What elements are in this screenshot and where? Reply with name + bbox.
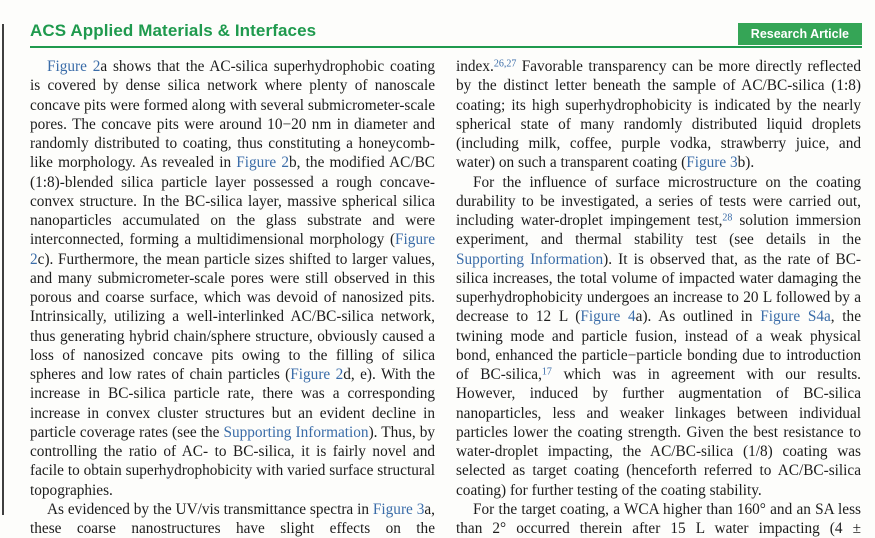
journal-header: [30, 10, 862, 48]
article-type-badge: Research Article: [738, 23, 862, 45]
figure-link[interactable]: Figure 3: [372, 500, 425, 518]
text-run: solution immersion experiment, and thermal stability test (see details in the: [456, 212, 861, 249]
text-run: b).: [737, 154, 755, 172]
figure-link[interactable]: Supporting Information: [223, 423, 369, 441]
right-column: [456, 57, 861, 538]
text-run: index.: [456, 58, 494, 75]
paragraph: [456, 173, 861, 500]
text-run: ). It is observed that, as the rate of BC-silica increases, the total volume of impacted water damaging the superhydrophobicity undergoes an increase to 20 L followed by a decrease to 12 L (: [456, 250, 861, 326]
two-column-body: [30, 57, 862, 538]
page-edge-line: [2, 24, 4, 515]
paragraph: [30, 500, 435, 538]
text-run: a shows that the AC-silica superhydrophobic coating is covered by dense silica network where plenty of nanoscale concave pits were formed along with several submicrometer-scale pores. The concave pits were around 10−20 nm in diameter and randomly distributed to coating, thus constituting a honeycomb-like morphology. As revealed in: [30, 58, 435, 172]
text-run: a, these coarse nanostructures have slight effects on the: [30, 500, 435, 537]
text-run: For the target coating, a WCA higher than 160° and an SA less than 2° occurred therein after 15 L water impacting (4 ±: [456, 500, 861, 537]
paragraph: [456, 57, 861, 173]
figure-link[interactable]: Figure 2: [47, 58, 101, 75]
figure-link[interactable]: Figure S4a: [760, 308, 831, 326]
text-run: For the influence of surface microstructure on the coating durability to be investigated, a series of tests were carried out, including water-droplet impingement test,: [456, 173, 861, 229]
figure-link[interactable]: Figure 3: [686, 154, 738, 172]
text-run: b, the modified AC/BC (1:8)-blended silica particle layer possessed a rough concave-convex structure. In the BC-silica layer, massive spherical silica nanoparticles accumulated on the glass substrate and were interconnected, forming a multidimensional morphology (: [30, 154, 435, 249]
journal-title: ACS Applied Materials & Interfaces: [30, 21, 317, 40]
figure-link[interactable]: Supporting Information: [456, 250, 604, 268]
paragraph: [30, 57, 435, 500]
text-run: , the twining mode and particle fusion, instead of a weak physical bond, enhanced the particle−particle bonding due to introduction of BC-silica,: [456, 308, 861, 383]
text-run: which was in agreement with our results. However, induced by further augmentation of BC-silica nanoparticles, less and weaker linkages between individual particles lower the coating strength. Given the best resistance to water-droplet impacting, the AC/BC-silica (1/8) coating was selected as target coating (henceforth referred to AC/BC-silica coating) for further testing of the coating stability.: [456, 366, 861, 499]
left-column: [30, 57, 435, 538]
text-run: d, e). With the increase in BC-silica particle rate, there was a corresponding increase in convex cluster structures but an evident decline in particle coverage rates (see the: [30, 366, 435, 441]
citation-link[interactable]: 26,27: [493, 58, 517, 70]
text-run: c). Furthermore, the mean particle sizes shifted to larger values, and many submicrometer-scale pores were still observed in this porous and coarse surface, which was devoid of nanosized pits. Intrinsically, utilizing a well-interlinked AC/BC-silica network, thus generating hybrid chain/sphere structure, obviously caused a loss of nanosized concave pits owing to the filling of silica spheres and low rates of chain particles (: [30, 250, 435, 383]
figure-link[interactable]: Figure 2: [236, 154, 290, 172]
paragraph: [456, 500, 861, 538]
figure-link[interactable]: Figure 2: [30, 231, 435, 268]
figure-link[interactable]: Figure 2: [290, 366, 344, 383]
text-run: As evidenced by the UV/vis transmittance spectra in: [47, 500, 373, 518]
figure-link[interactable]: Figure 4: [580, 308, 636, 326]
citation-link[interactable]: 28: [722, 212, 733, 224]
text-run: ). Thus, by controlling the ratio of AC- to BC-silica, it is fairly novel and facile to obtain superhydrophobicity with varied surface structural topographies.: [30, 423, 435, 499]
text-run: a). As outlined in: [635, 308, 761, 326]
text-run: Favorable transparency can be more directly reflected by the distinct letter beneath the sample of AC/BC-silica (1:8) coating; its high superhydrophobicity is indicated by the nearly spherical state of many randomly distributed liquid droplets (including milk, coffee, purple vodka, strawberry juice, and water) on such a transparent coating (: [456, 58, 861, 172]
header-rule: [30, 46, 862, 49]
citation-link[interactable]: 17: [541, 366, 552, 378]
